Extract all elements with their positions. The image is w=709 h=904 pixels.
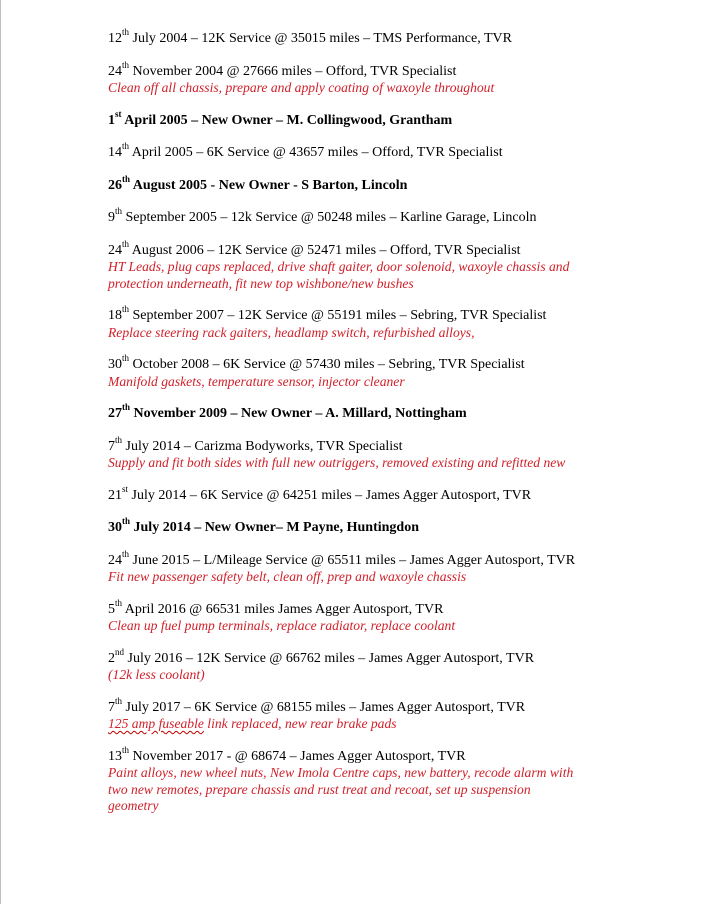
entry-heading: 13th November 2017 - @ 68674 – James Agger Autosport, TVR — [108, 744, 466, 764]
entry-note: Replace steering rack gaiters, headlamp switch, refurbished alloys, — [108, 324, 475, 340]
entry-24-nov-2004 — [108, 59, 698, 97]
entry-new-owner-payne — [108, 516, 698, 537]
entry-heading: 5th April 2016 @ 66531 miles James Agger Autosport, TVR — [108, 597, 444, 617]
entry-5-apr-2016 — [108, 597, 698, 635]
entry-note-continued: two new remotes, prepare chassis and rust treat and recoat, set up suspension — [108, 781, 531, 797]
entry-note: Clean off all chassis, prepare and apply coating of waxoyle throughout — [108, 80, 495, 95]
entry-7-jul-2014 — [108, 434, 698, 472]
entry-21-jul-2014 — [108, 483, 698, 505]
entry-heading: 30th October 2008 – 6K Service @ 57430 miles – Sebring, TVR Specialist — [108, 353, 525, 372]
entry-note-continued: geometry — [108, 798, 159, 813]
entry-24-jun-2015 — [108, 548, 698, 586]
entry-2-jul-2016 — [108, 646, 698, 684]
entry-heading: 18th September 2007 – 12K Service @ 55191 miles – Sebring, TVR Specialist — [108, 304, 547, 323]
page-left-border — [0, 0, 1, 904]
entry-12-jul-2004 — [108, 27, 698, 48]
entry-note: HT Leads, plug caps replaced, drive shaft gaiter, door solenoid, waxoyle chassis and — [108, 259, 570, 274]
entry-note: (12k less coolant) — [108, 667, 205, 682]
entry-heading: 24th June 2015 – L/Mileage Service @ 65511 miles – James Agger Autosport, TVR — [108, 548, 576, 568]
entry-heading: 7th July 2017 – 6K Service @ 68155 miles – James Agger Autosport, TVR — [108, 695, 526, 715]
entry-heading: 14th April 2005 – 6K Service @ 43657 miles – Offord, TVR Specialist — [108, 141, 503, 160]
entry-heading: 24th August 2006 – 12K Service @ 52471 miles – Offord, TVR Specialist — [108, 238, 521, 258]
owner-change-heading: 27th November 2009 – New Owner – A. Millard, Nottingham — [108, 402, 467, 421]
entry-note: Paint alloys, new wheel nuts, New Imola Centre caps, new battery, recode alarm with — [108, 765, 574, 780]
entry-note-continued: protection underneath, fit new top wishbone/new bushes — [108, 275, 414, 291]
entry-7-jul-2017 — [108, 695, 698, 733]
entry-note: Fit new passenger safety belt, clean off, prep and waxoyle chassis — [108, 569, 467, 584]
entry-heading: 21st July 2014 – 6K Service @ 64251 miles – James Agger Autosport, TVR — [108, 483, 532, 503]
entry-new-owner-collingwood — [108, 108, 698, 130]
entry-note: 125 amp fuseable link replaced, new rear brake pads — [108, 716, 397, 731]
entry-heading: 2nd July 2016 – 12K Service @ 66762 miles – James Agger Autosport, TVR — [108, 646, 535, 666]
entry-heading: 9th September 2005 – 12k Service @ 50248 miles – Karline Garage, Lincoln — [108, 206, 537, 225]
entry-heading: 24th November 2004 @ 27666 miles – Offord, TVR Specialist — [108, 59, 457, 79]
entry-new-owner-millard — [108, 402, 698, 423]
spellcheck-underlined-text: 125 amp fuseable — [108, 716, 204, 731]
entry-24-aug-2006 — [108, 238, 698, 293]
service-history-list — [108, 27, 698, 815]
entry-heading: 7th July 2014 – Carizma Bodyworks, TVR Specialist — [108, 434, 403, 454]
entry-note: Manifold gaskets, temperature sensor, injector cleaner — [108, 373, 405, 389]
entry-18-sep-2007 — [108, 304, 698, 341]
entry-note: Clean up fuel pump terminals, replace radiator, replace coolant — [108, 618, 456, 633]
entry-30-oct-2008 — [108, 353, 698, 390]
owner-change-heading: 30th July 2014 – New Owner– M Payne, Huntingdon — [108, 516, 419, 535]
entry-9-sep-2005 — [108, 206, 698, 227]
entry-14-apr-2005 — [108, 141, 698, 162]
entry-heading: 12th July 2004 – 12K Service @ 35015 miles – TMS Performance, TVR — [108, 27, 512, 46]
entry-new-owner-barton — [108, 173, 698, 195]
owner-change-heading: 1st April 2005 – New Owner – M. Collingwood, Grantham — [108, 108, 453, 128]
owner-change-heading: 26th August 2005 - New Owner - S Barton, Lincoln — [108, 173, 408, 193]
entry-13-nov-2017 — [108, 744, 698, 815]
entry-note: Supply and fit both sides with full new outriggers, removed existing and refitted new — [108, 455, 566, 470]
